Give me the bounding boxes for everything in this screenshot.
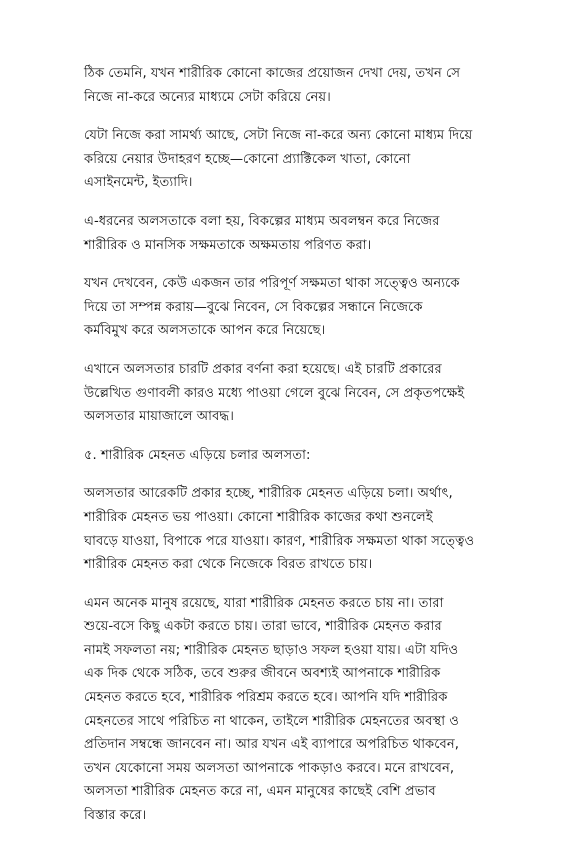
text-line: এ-ধরনের অলসতাকে বলা হয়, বিকল্পের মাধ্যম অবলম্বন করে নিজের [84, 213, 440, 229]
paragraph-4 [84, 272, 484, 343]
text-line: মেহনতের সাথে পরিচিত না থাকেন, তাইলে শারীরিক মেহনতের অবস্থা ও [84, 713, 459, 729]
text-line: এসাইনমেন্ট, ইত্যাদি। [84, 175, 193, 191]
paragraph-3 [84, 210, 484, 257]
text-line: যেটা নিজে করা সামর্থ্য আছে, সেটা নিজে না-করে অন্য কোনো মাধ্যম দিয়ে [84, 128, 473, 144]
text-line: বিস্তার করে। [84, 808, 147, 824]
text-line: শারীরিক মেহনত করা থেকে নিজেকে বিরত রাখতে চায়। [84, 557, 373, 573]
text-line: এমন অনেক মানুষ রয়েছে, যারা শারীরিক মেহনত করতে চায় না। তারা [84, 595, 444, 611]
text-line: তখন যেকোনো সময় অলসতা আপনাকে পাকড়াও করবে। মনে রাখবেন, [84, 760, 455, 776]
text-line: শারীরিক ও মানসিক সক্ষমতাকে অক্ষমতায় পরিণত করা। [84, 237, 372, 253]
text-line: নামই সফলতা নয়; শারীরিক মেহনত ছাড়াও সফল হওয়া যায়। এটা যদিও [84, 642, 459, 658]
text-line: অলসতা শারীরিক মেহনত করে না, এমন মানুষের কাছেই বেশি প্রভাব [84, 784, 436, 800]
paragraph-7 [84, 592, 484, 828]
text-line: যখন দেখবেন, কেউ একজন তার পরিপূর্ণ সক্ষমতা থাকা সত্ত্বেও অন্যকে [84, 276, 460, 292]
page-content [84, 62, 484, 843]
paragraph-6 [84, 482, 484, 576]
text-line: অলসতার আরেকটি প্রকার হচ্ছে, শারীরিক মেহনত এড়িয়ে চলা। অর্থাৎ, [84, 486, 453, 502]
paragraph-2 [84, 124, 484, 195]
text-line: এক দিক থেকে সঠিক, তবে শুরুর জীবনে অবশ্যই আপনাকে শারীরিক [84, 666, 441, 682]
text-line: কর্মবিমুখ করে অলসতাকে আপন করে নিয়েছে। [84, 323, 326, 339]
text-line: অলসতার মায়াজালে আবদ্ধ। [84, 409, 234, 425]
text-line: ঘাবড়ে যাওয়া, বিপাকে পরে যাওয়া। কারণ, শারীরিক সক্ষমতা থাকা সত্ত্বেও [84, 533, 475, 549]
text-line: ঠিক তেমনি, যখন শারীরিক কোনো কাজের প্রয়োজন দেখা দেয়, তখন সে [84, 66, 461, 81]
paragraph-5 [84, 358, 484, 429]
text-line: মেহনত করতে হবে, শারীরিক পরিশ্রম করতে হবে। আপনি যদি শারীরিক [84, 690, 448, 706]
paragraph-1 [84, 62, 484, 109]
text-line: শুয়ে-বসে কিছু একটা করতে চায়। তারা ভাবে, শারীরিক মেহনত করার [84, 619, 442, 635]
text-line: দিয়ে তা সম্পন্ন করায়—বুঝে নিবেন, সে বিকল্পের সন্ধানে নিজেকে [84, 299, 423, 315]
text-line: নিজে না-করে অন্যের মাধ্যমে সেটা করিয়ে নেয়। [84, 89, 331, 105]
text-line: প্রতিদান সম্বন্ধে জানবেন না। আর যখন এই ব্যাপারে অপরিচিত থাকবেন, [84, 737, 459, 753]
text-line: এখানে অলসতার চারটি প্রকার বর্ণনা করা হয়েছে। এই চারটি প্রকারের [84, 361, 442, 377]
text-line: করিয়ে নেয়ার উদাহরণ হচ্ছে—কোনো প্র্যাক্টিকেল খাতা, কোনো [84, 151, 411, 167]
section-heading: ৫. শারীরিক মেহনত এড়িয়ে চলার অলসতা: [84, 447, 311, 463]
text-line: শারীরিক মেহনত ভয় পাওয়া। কোনো শারীরিক কাজের কথা শুনলেই [84, 509, 433, 525]
text-line: উল্লেখিত গুণাবলী কারও মধ্যে পাওয়া গেলে বুঝে নিবেন, সে প্রকৃতপক্ষেই [84, 385, 465, 401]
